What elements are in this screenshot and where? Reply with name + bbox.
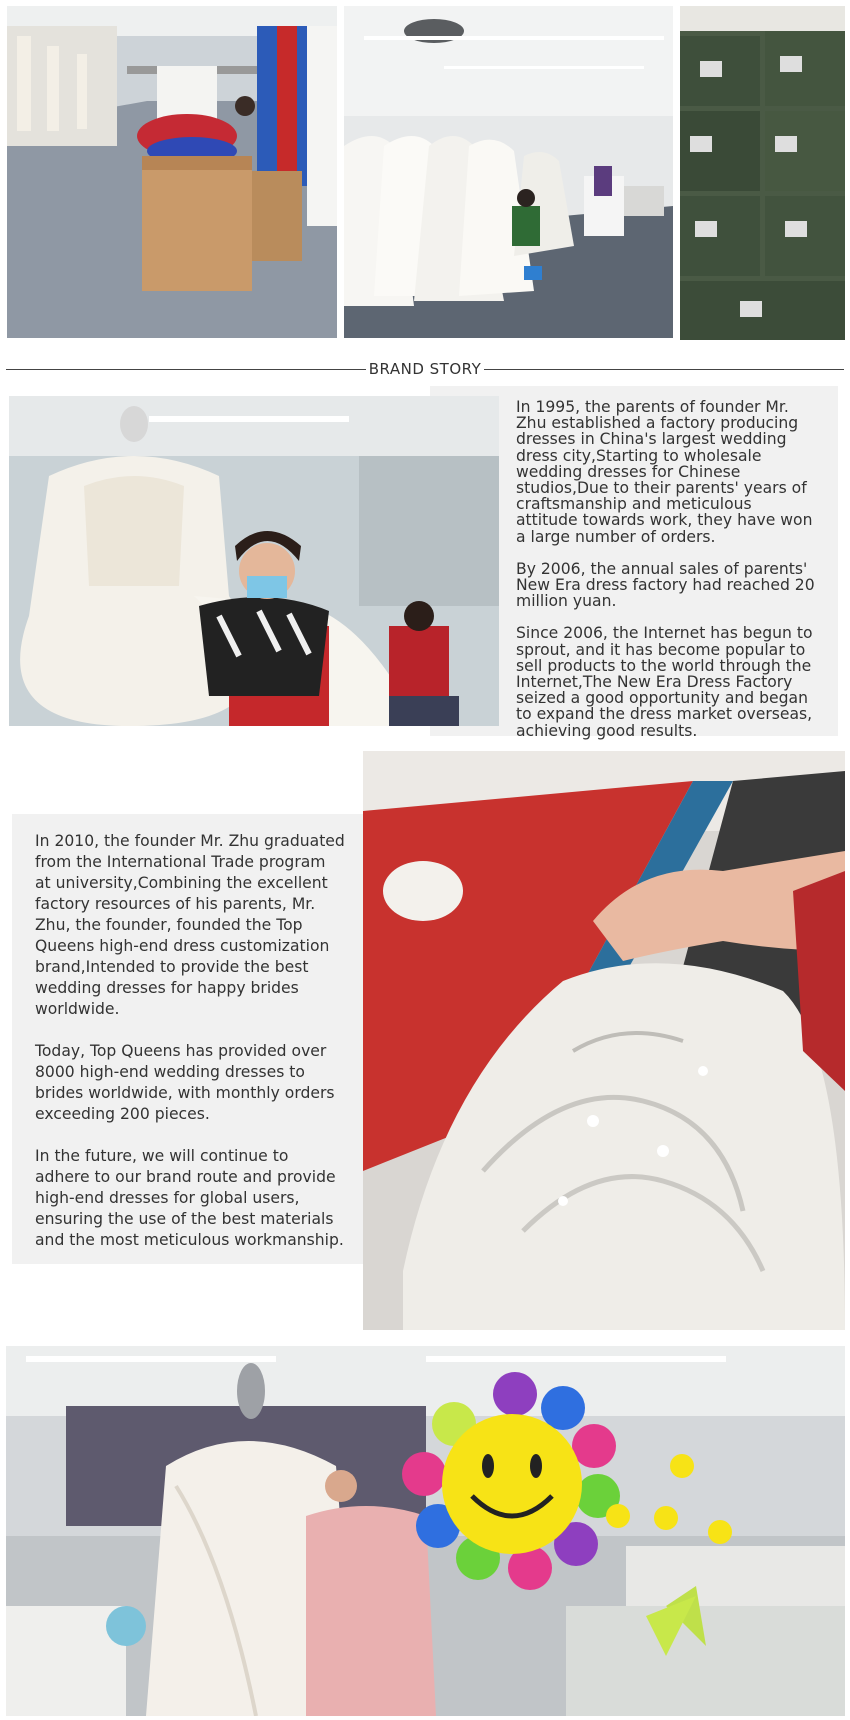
beading-photo bbox=[363, 751, 845, 1330]
brand-story-title: BRAND STORY bbox=[368, 360, 482, 378]
story-text-1 bbox=[516, 399, 816, 755]
story-paragraph: Since 2006, the Internet has begun to sprout, and it has become popular to sell products to the world through the Internet,The New Era Dress Factory seized a good opportunity and began to expand the dress market overseas, achieving good results. bbox=[516, 624, 813, 740]
story-paragraph: In the future, we will continue to adhere to our brand route and provide high-end dresses for global users, ensuring the use of the best materials and the most meticulous workmanship. bbox=[35, 1147, 344, 1249]
mannequin-worker-photo bbox=[9, 396, 499, 726]
divider-left bbox=[6, 369, 366, 370]
story-paragraph: In 1995, the parents of founder Mr. Zhu established a factory producing dresses in China's largest wedding dress city,Starting to wholesale wedding dresses for Chinese studios,Due to their parents' years of craftsmanship and meticulous attitude towards work, they have won a large number of orders. bbox=[516, 398, 813, 546]
workshop-photo bbox=[6, 1346, 845, 1716]
story-paragraph: In 2010, the founder Mr. Zhu graduated from the International Trade program at university,Combining the excellent factory resources of his parents, Mr. Zhu, the founder, founded the Top Queens high-end dress customization brand,Intended to provide the best wedding dresses for happy brides worldwide. bbox=[35, 832, 345, 1018]
story-paragraph: Today, Top Queens has provided over 8000 high-end wedding dresses to brides worldwide, with monthly orders exceeding 200 pieces. bbox=[35, 1042, 335, 1123]
divider-right bbox=[484, 369, 844, 370]
packages-photo bbox=[680, 6, 845, 340]
factory-sewing-photo bbox=[344, 6, 673, 338]
brand-story-heading bbox=[6, 358, 844, 382]
factory-packing-photo bbox=[7, 6, 337, 338]
story-paragraph: By 2006, the annual sales of parents' New Era dress factory had reached 20 million yuan. bbox=[516, 559, 815, 611]
story-text-2 bbox=[35, 831, 345, 1272]
